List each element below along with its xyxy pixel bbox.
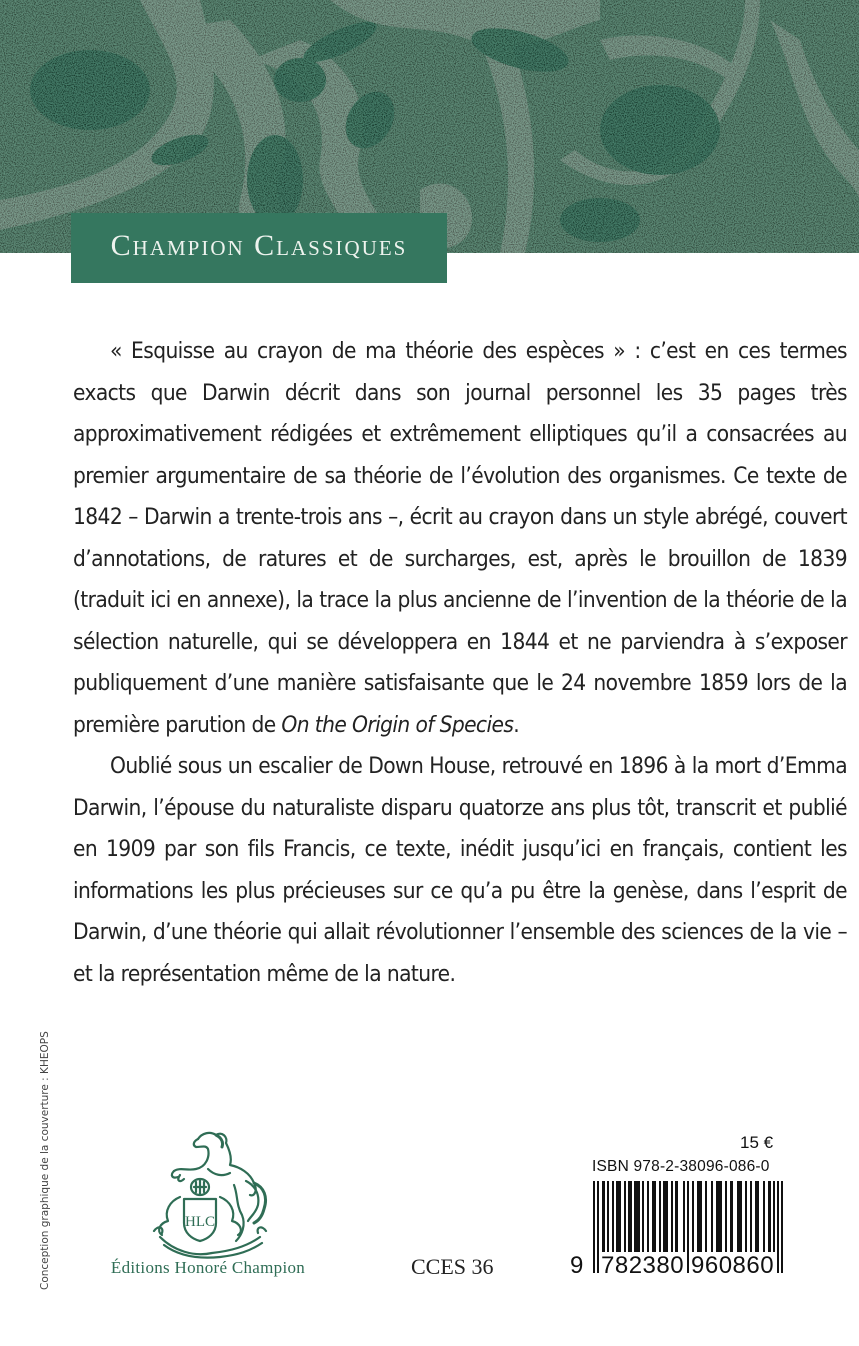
blurb-text-end: .	[513, 711, 520, 738]
book-title-italic: On the Origin of Species	[281, 711, 514, 738]
publisher-name: Éditions Honoré Champion	[110, 1258, 306, 1277]
barcode-left-digits: 782380	[601, 1252, 685, 1279]
isbn-label: ISBN 978-2-38096-086-0	[592, 1158, 770, 1175]
barcode-right-digits: 960860	[691, 1252, 775, 1279]
back-cover-blurb	[73, 331, 847, 995]
publisher-logo	[150, 1125, 275, 1260]
barcode-lead-digit: 9	[570, 1252, 584, 1279]
rearing-horse-crest-icon	[150, 1125, 275, 1260]
series-label-box	[71, 213, 447, 283]
price-label: 15 €	[740, 1133, 774, 1152]
cover-design-credit: Conception graphique de la couverture : KHEOPS	[39, 1031, 51, 1290]
blurb-paragraph-1	[73, 331, 847, 746]
series-number: CCES 36	[411, 1254, 494, 1279]
blurb-paragraph-2: Oublié sous un escalier de Down House, retrouvé en 1896 à la mort d’Emma Darwin, l’épouse du naturaliste disparu quatorze ans plus tôt, transcrit et publié en 1909 par son fils Francis, ce texte, inédit jusqu’ici en français, contient les informations les plus précieuses sur ce qu’a pu être la genèse, dans l’esprit de Darwin, d’une théorie qui allait révolutionner l’ensemble des sciences de la vie – et la représentation même de la nature.	[73, 753, 847, 987]
logo-monogram: HLC	[185, 1214, 215, 1230]
blurb-text: « Esquisse au crayon de ma théorie des espèces » : c’est en ces termes exacts que Darwin décrit dans son journal personnel les 35 pages très approximativement rédigées et extrêmement elliptiques qu’il a consacrées au premier argumentaire de sa théorie de l’évolution des organismes. Ce texte de 1842 – Darwin a trente-trois ans –, écrit au crayon dans un style abrégé, couvert d’annotations, de ratures et de surcharges, est, après le brouillon de 1839 (traduit ici en annexe), la trace la plus ancienne de l’invention de la théorie de la sélection naturelle, qui se développera en 1844 et ne parviendra à s’exposer publiquement d’une manière satisfaisante que le 24 novembre 1859 lors de la première parution de	[73, 338, 847, 738]
series-title: Champion Classiques	[110, 229, 408, 262]
